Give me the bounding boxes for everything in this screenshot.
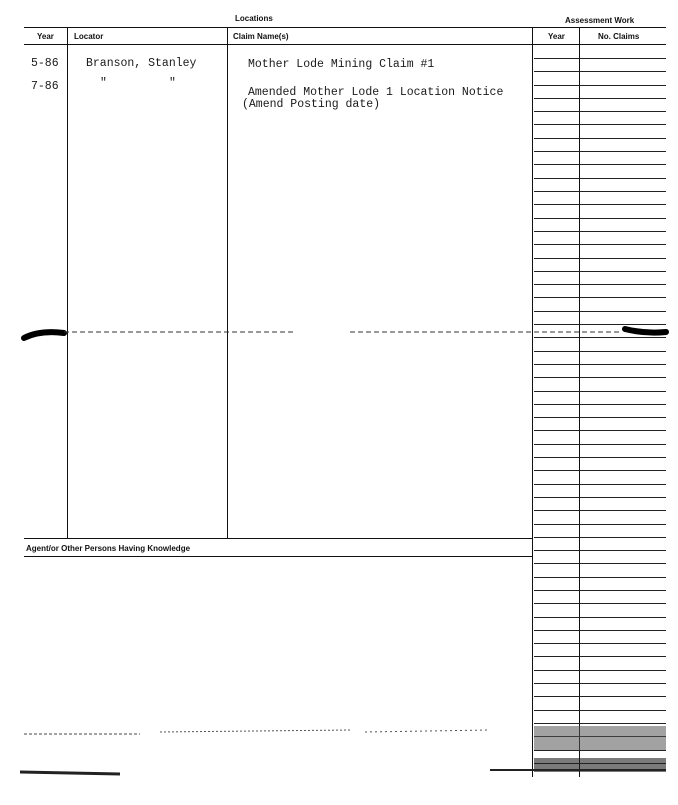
assessment-ruled-line	[534, 151, 666, 152]
assessment-ruled-line	[534, 98, 666, 99]
assessment-ruled-line	[534, 577, 666, 578]
assessment-ruled-line	[534, 696, 666, 697]
entry-claim-name: Amended Mother Lode 1 Location Notice	[248, 86, 504, 99]
header-top-rule	[24, 27, 666, 28]
assessment-ruled-line	[534, 643, 666, 644]
entry-locator-ditto: " "	[100, 77, 176, 90]
assessment-ruled-line	[534, 324, 666, 325]
divider-aw-year-claims	[579, 27, 580, 777]
assessment-ruled-line	[534, 404, 666, 405]
assessment-ruled-line	[534, 710, 666, 711]
col-aw-year-header: Year	[548, 32, 565, 41]
assessment-ruled-line	[534, 124, 666, 125]
assessment-ruled-line	[534, 364, 666, 365]
assessment-ruled-line	[534, 457, 666, 458]
assessment-ruled-line	[534, 391, 666, 392]
locations-header: Locations	[235, 14, 273, 23]
assessment-ruled-line	[534, 484, 666, 485]
assessment-ruled-line	[534, 191, 666, 192]
header-bottom-rule	[24, 44, 666, 45]
assessment-ruled-line	[534, 524, 666, 525]
assessment-ruled-line	[534, 71, 666, 72]
assessment-ruled-line	[534, 603, 666, 604]
scan-noise	[20, 720, 670, 795]
assessment-ruled-line	[534, 204, 666, 205]
entry-claim-name-line2: (Amend Posting date)	[242, 98, 381, 111]
assessment-ruled-line	[534, 510, 666, 511]
assessment-ruled-line	[534, 178, 666, 179]
col-claim-names-header: Claim Name(s)	[233, 32, 289, 41]
assessment-ruled-line	[534, 297, 666, 298]
assessment-work-header: Assessment Work	[565, 16, 635, 25]
assessment-ruled-line	[534, 630, 666, 631]
entry-year: 5-86	[31, 57, 59, 70]
assessment-ruled-line	[534, 111, 666, 112]
entry-year: 7-86	[31, 80, 59, 93]
assessment-ruled-line	[534, 58, 666, 59]
assessment-ruled-line	[534, 377, 666, 378]
col-locator-header: Locator	[74, 32, 104, 41]
assessment-ruled-line	[534, 231, 666, 232]
assessment-ruled-line	[534, 550, 666, 551]
assessment-ruled-line	[534, 417, 666, 418]
entry-claim-name: Mother Lode Mining Claim #1	[248, 58, 435, 71]
assessment-ruled-line	[534, 683, 666, 684]
assessment-ruled-line	[534, 670, 666, 671]
divider-locator-claim	[227, 27, 228, 538]
assessment-ruled-line	[534, 218, 666, 219]
divider-year-locator	[67, 27, 68, 538]
assessment-ruled-line	[534, 244, 666, 245]
assessment-ruled-line	[534, 430, 666, 431]
assessment-ruled-line	[534, 258, 666, 259]
assessment-ruled-line	[534, 444, 666, 445]
col-no-claims-header: No. Claims	[598, 32, 640, 41]
assessment-ruled-line	[534, 85, 666, 86]
assessment-ruled-line	[534, 284, 666, 285]
divider-claim-assessment	[532, 27, 533, 777]
assessment-ruled-line	[534, 590, 666, 591]
assessment-ruled-line	[534, 470, 666, 471]
assessment-ruled-line	[534, 337, 666, 338]
assessment-ruled-line	[534, 311, 666, 312]
agent-section-rule	[24, 556, 532, 557]
entry-locator: Branson, Stanley	[86, 57, 197, 70]
assessment-ruled-line	[534, 351, 666, 352]
locations-bottom-rule	[24, 538, 532, 539]
assessment-ruled-line	[534, 563, 666, 564]
assessment-ruled-line	[534, 138, 666, 139]
assessment-ruled-line	[534, 271, 666, 272]
assessment-ruled-line	[534, 617, 666, 618]
assessment-ruled-line	[534, 537, 666, 538]
assessment-ruled-line	[534, 497, 666, 498]
agent-section-label: Agent/or Other Persons Having Knowledge	[26, 544, 191, 553]
col-year-header: Year	[37, 32, 54, 41]
assessment-ruled-line	[534, 164, 666, 165]
assessment-ruled-line	[534, 656, 666, 657]
